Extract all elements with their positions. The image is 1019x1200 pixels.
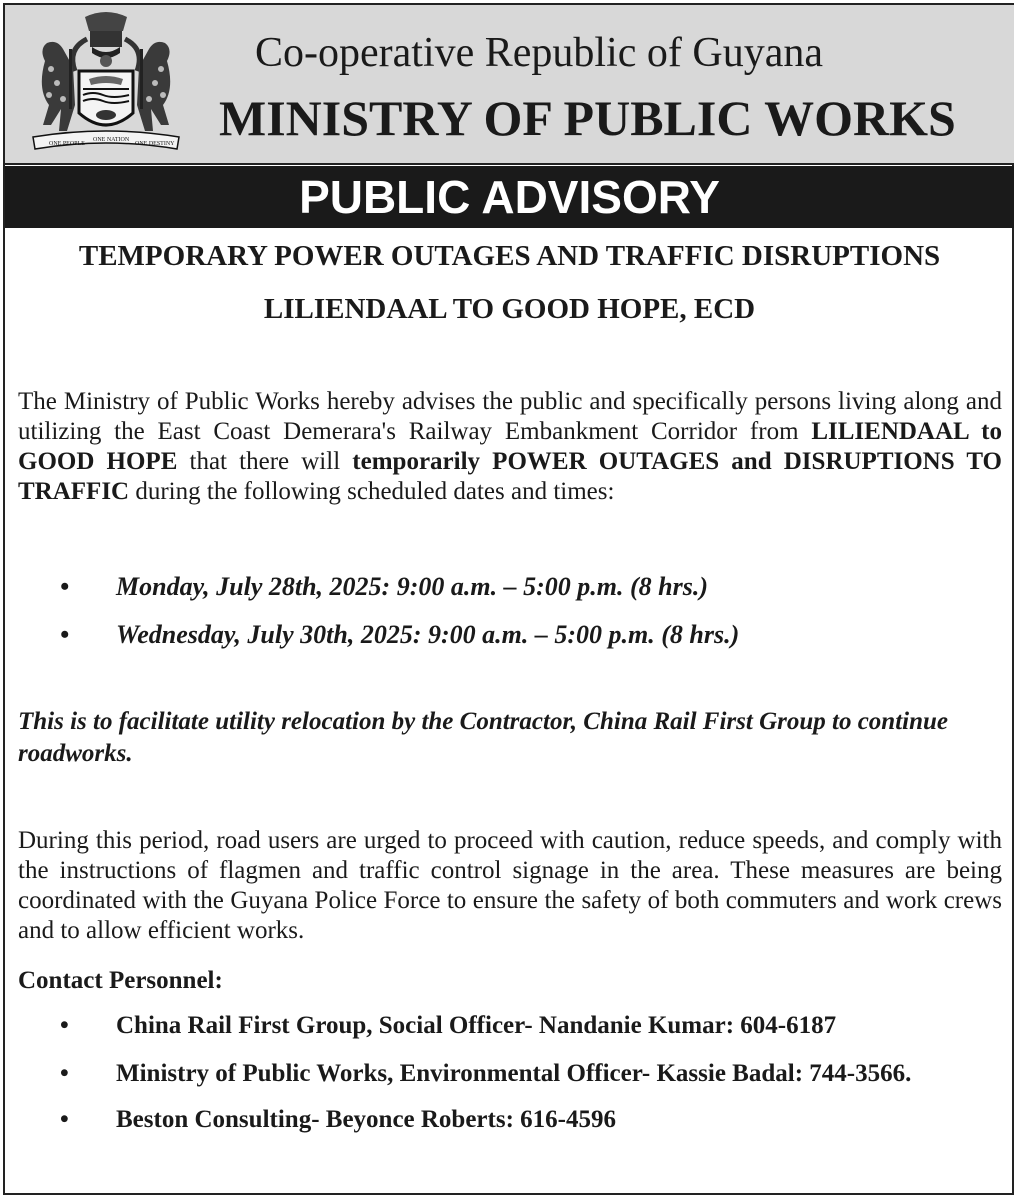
contact-item [60,1060,911,1088]
bullet-icon: • [60,1060,69,1087]
bullet-icon: • [60,572,70,601]
crest-motto-3: ONE DESTINY [135,141,175,147]
purpose-statement: This is to facilitate utility relocation by the Contractor, China Rail First Group to continue roadworks. [18,708,948,767]
intro-text-3: during the following scheduled dates and times: [129,478,615,505]
advisory-banner [5,166,1014,228]
intro-text-1: The Ministry of Public Works hereby advises the public and specifically persons living along and utilizing the East Coast Demerara's Railway Embankment Corridor from [18,388,1002,445]
schedule-text: Wednesday, July 30th, 2025: 9:00 a.m. – 5:00 p.m. (8 hrs.) [116,620,740,649]
schedule-item [60,620,739,650]
ministry-name: MINISTRY OF PUBLIC WORKS [219,90,956,146]
contact-text: Beston Consulting- Beyonce Roberts: 616-4596 [116,1106,616,1133]
schedule-item [60,572,708,602]
crest-motto-2: ONE NATION [93,137,130,143]
contact-item [60,1012,836,1040]
contact-text: Ministry of Public Works, Environmental Officer- Kassie Badal: 744-3566. [116,1060,912,1087]
bullet-icon: • [60,620,70,649]
crest-motto-1: ONE PEOPLE [49,141,85,147]
advisory-heading-1: TEMPORARY POWER OUTAGES AND TRAFFIC DISRUPTIONS [78,240,941,272]
bullet-icon: • [60,1012,69,1039]
intro-disruption: temporarily POWER OUTAGES and DISRUPTIONS TO TRAFFIC [18,448,1002,505]
contact-text: China Rail First Group, Social Officer- Nandanie Kumar: 604-6187 [116,1012,837,1039]
contact-item [60,1106,616,1134]
intro-paragraph [18,387,1002,507]
intro-location: LILIENDAAL to GOOD HOPE [18,418,1002,475]
bullet-icon: • [60,1106,69,1133]
advisory-heading-2: LILIENDAAL TO GOOD HOPE, ECD [263,293,756,325]
contacts-title: Contact Personnel: [18,967,223,994]
intro-text-2: that there will [177,448,353,475]
letterhead [5,5,1014,165]
banner-title: PUBLIC ADVISORY [299,171,720,223]
caution-paragraph: During this period, road users are urged to proceed with caution, reduce speeds, and comply with the instructions of flagmen and traffic control signage in the area. These measures are being coordinated with the Guyana Police Force to ensure the safety of both commuters and work crews and to allow efficient works. [18,827,1002,944]
country-name: Co-operative Republic of Guyana [255,30,823,76]
schedule-text: Monday, July 28th, 2025: 9:00 a.m. – 5:00 p.m. (8 hrs.) [116,572,708,601]
coat-of-arms-icon [27,9,185,155]
